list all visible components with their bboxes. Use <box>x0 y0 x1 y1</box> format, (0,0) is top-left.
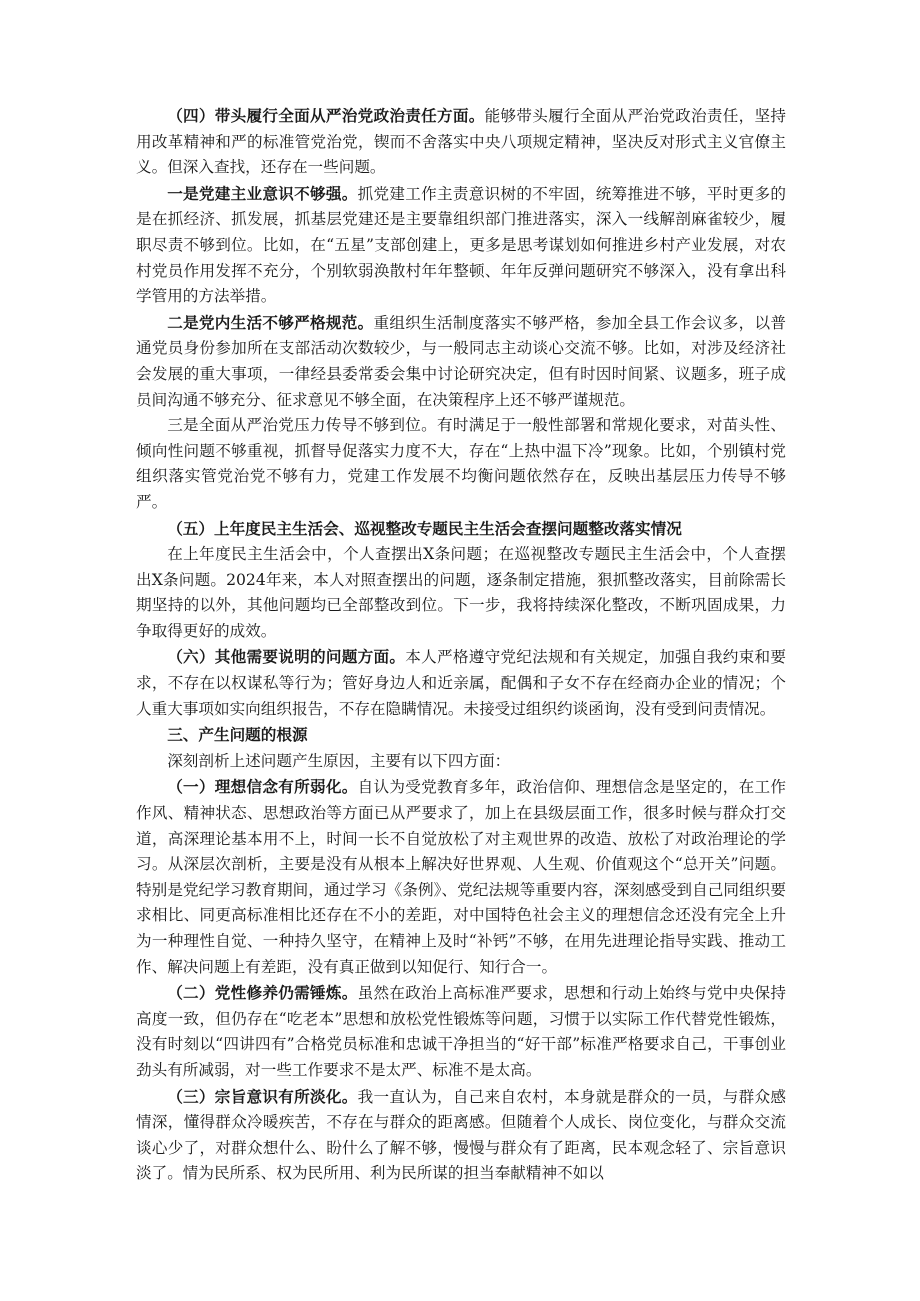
paragraph-4-responsibility <box>136 103 786 181</box>
paragraph-body: 能够带头履行全面从严治党政治责任，坚持用改革精神和严的标准管党治党，锲而不舍落实中央八项规定精神，坚决反对形式主义官僚主义。但深入查找，还存在一些问题。 <box>136 107 786 177</box>
subheading-2: 二是党内生活不够严格规范。 <box>167 312 374 332</box>
document-page <box>136 103 786 1187</box>
heading-5-rectification <box>136 516 786 543</box>
paragraph-party-life <box>136 310 786 413</box>
heading-6: （六）其他需要说明的问题方面。 <box>167 647 406 667</box>
paragraph-body: 深刻剖析上述问题产生原因，主要有以下四方面： <box>167 751 511 770</box>
paragraph-root-3 <box>136 1084 786 1187</box>
paragraph-body: 自认为受党教育多年，政治信仰、理想信念是坚定的，在工作作风、精神状态、思想政治等方面已从严要求了，加上在县级层面工作，很多时候与群众打交道，高深理论基本用不上，时间一长不自觉放松了对主观世界的改造、放松了对政治理论的学习。从深层次剖析，主要是没有从根本上解决好世界观、人生观、价值观这个“总开关”问题。特别是党纪学习教育期间，通过学习《条例》、党纪法规等重要内容，深刻感受到自己同组织要求相比、同更高标准相比还存在不小的差距，对中国特色社会主义的理想信念还没有完全上升为一种理性自觉、一种持久坚守，在精神上及时“补钙”不够，在用先进理论指导实践、推动工作、解决问题上有差距，没有真正做到以知促行、知行合一。 <box>136 778 786 976</box>
root-heading-3: （三）宗旨意识有所淡化。 <box>167 1086 358 1106</box>
heading-4: （四）带头履行全面从严治党政治责任方面。 <box>167 106 485 125</box>
paragraph-body: 抓党建工作主责意识树的不牢固，统筹推进不够，平时更多的是在抓经济、抓发展，抓基层党建还是主要靠组织部门推进落实，深入一线解剖麻雀较少，履职尽责不够到位。比如，在“五星”支部创建上，更多是思考谋划如何推进乡村产业发展，对农村党员作用发挥不充分，个别软弱涣散村年年整顿、年年反弹问题研究不够深入，没有拿出科学管用的方法举措。 <box>136 184 786 306</box>
paragraph-body: 我一直认为，自己来自农村，本身就是群众的一员，与群众感情深，懂得群众冷暖疾苦，不存在与群众的距离感。但随着个人成长、岗位变化，与群众交流谈心少了，对群众想什么、盼什么了解不够，慢慢与群众有了距离，民本观念轻了、宗旨意识淡了。情为民所系、权为民所用、利为民所谋的担当奉献精神不如以 <box>136 1087 786 1183</box>
subheading-3: 三是全面从严治党压力传导不够到位。 <box>167 416 438 435</box>
paragraph-body: 有时满足于一般性部署和常规化要求，对苗头性、倾向性问题不够重视，抓督导促落实力度不大，存在“上热中温下冷”现象。比如，个别镇村党组织落实管党治党不够有力，党建工作发展不均衡问题依然存在，反映出基层压力传导不够严。 <box>136 416 786 511</box>
paragraph-root-2 <box>136 980 786 1083</box>
paragraph-pressure <box>136 413 786 515</box>
paragraph-roots-intro <box>136 749 786 775</box>
root-heading-1: （一）理想信念有所弱化。 <box>167 777 358 797</box>
paragraph-party-building <box>136 181 786 310</box>
subheading-1: 一是党建主业意识不够强。 <box>167 183 358 203</box>
heading-5: （五）上年度民主生活会、巡视整改专题民主生活会查摆问题整改落实情况 <box>167 518 682 538</box>
paragraph-6-other <box>136 644 786 722</box>
paragraph-body: 虽然在政治上高标准严要求，思想和行动上始终与党中央保持高度一致，但仍存在“吃老本”思想和放松党性锻炼等问题，习惯于以实际工作代替党性锻炼，没有时刻以“四讲四有”合格党员标准和忠诚干净担当的“好干部”标准严格要求自己，干事创业劲头有所减弱，对一些工作要求不是太严、标准不是太高。 <box>136 984 786 1079</box>
paragraph-body: 在上年度民主生活会中，个人查摆出X条问题；在巡视整改专题民主生活会中，个人查摆出X条问题。2024年来，本人对照查摆出的问题，逐条制定措施，狠抓整改落实，目前除需长期坚持的以外，其他问题均已全部整改到位。下一步，我将持续深化整改，不断巩固成果，力争取得更好的成效。 <box>136 545 786 640</box>
section-heading: 三、产生问题的根源 <box>167 725 308 745</box>
paragraph-rectification <box>136 542 786 644</box>
paragraph-root-1 <box>136 774 786 980</box>
section-heading-roots <box>136 722 786 749</box>
paragraph-body: 重组织生活制度落实不够严格，参加全县工作会议多，以普通党员身份参加所在支部活动次数较少，与一般同志主动谈心交流不够。比如，对涉及经济社会发展的重大事项，一律经县委常委会集中讨论研究决定，但有时因时间紧、议题多，班子成员间沟通不够充分、征求意见不够全面，在决策程序上还不够严谨规范。 <box>136 313 786 409</box>
root-heading-2: （二）党性修养仍需锤炼。 <box>167 983 358 1003</box>
paragraph-body: 本人严格遵守党纪法规和有关规定，加强自我约束和要求，不存在以权谋私等行为；管好身边人和近亲属，配偶和子女不存在经商办企业的情况；个人重大事项如实向组织报告，不存在隐瞒情况。未接受过组织约谈函询，没有受到问责情况。 <box>136 648 786 718</box>
